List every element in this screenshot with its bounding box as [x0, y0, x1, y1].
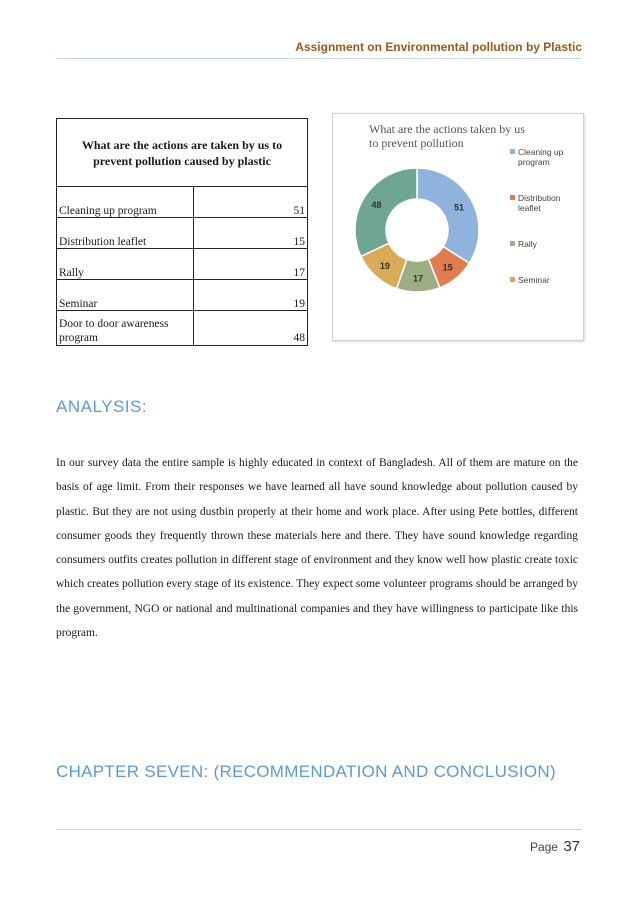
running-header: Assignment on Environmental pollution by Plastic	[295, 40, 582, 54]
row-label: Distribution leaflet	[57, 218, 194, 249]
chart-data-label-0: 51	[454, 202, 465, 213]
header-divider	[56, 58, 582, 59]
page-number-value: 37	[563, 838, 580, 855]
chart-canvas	[333, 114, 583, 340]
legend-swatch-0	[510, 149, 515, 154]
analysis-heading: ANALYSIS:	[56, 397, 148, 416]
legend-label-1: Distribution leaflet	[518, 193, 561, 213]
page-label: Page	[529, 840, 558, 854]
row-label: Cleaning up program	[57, 187, 194, 218]
legend-swatch-2	[510, 241, 515, 246]
legend-swatch-3	[510, 277, 515, 282]
legend-label-0: Cleaning up program	[518, 147, 564, 167]
chart-data-label-2: 17	[412, 273, 424, 284]
row-label: Seminar	[57, 280, 194, 311]
row-value: 19	[194, 280, 308, 311]
row-label: Door to door awareness program	[57, 311, 194, 346]
row-value: 51	[194, 187, 308, 218]
row-value: 48	[194, 311, 308, 346]
chart-slice-4	[355, 168, 417, 256]
table-row	[57, 187, 308, 218]
legend-label-3: Seminar	[518, 275, 550, 285]
doughnut-chart	[332, 113, 584, 341]
row-value: 17	[194, 249, 308, 280]
footer-divider	[56, 829, 582, 830]
survey-table	[56, 118, 308, 346]
chart-data-label-4: 48	[371, 199, 382, 210]
chapter-heading: CHAPTER SEVEN: (RECOMMENDATION AND CONCLUSION)	[56, 762, 556, 781]
analysis-paragraph: In our survey data the entire sample is highly educated in context of Bangladesh. All of them are mature on the basis of age limit. From their responses we have learned all have sound knowledge about pollution caused by plastic. But they are not using dustbin properly at their home and work place. After using Pete bottles, different consumer goods they frequently thrown these materials here and there. They have sound knowledge regarding consumers outfits creates pollution in different stage of environment and they know well how plastic create toxic which creates pollution every stage of its existence. They expect some volunteer programs should be arranged by the government, NGO or national and multinational companies and they have willingness to participate like this program.	[56, 457, 578, 640]
chart-data-label-3: 19	[379, 261, 390, 272]
chart-title: What are the actions taken by us to prevent pollution	[369, 122, 525, 150]
table-row	[57, 311, 308, 346]
table-row	[57, 280, 308, 311]
chart-data-label-1: 15	[442, 262, 453, 273]
table-heading: What are the actions are taken by us to prevent pollution caused by plastic	[57, 119, 308, 187]
page-number	[530, 838, 580, 855]
table-row	[57, 218, 308, 249]
table-row	[57, 249, 308, 280]
legend-swatch-1	[510, 195, 515, 200]
row-label: Rally	[57, 249, 194, 280]
legend-label-2: Rally	[518, 239, 537, 249]
row-value: 15	[194, 218, 308, 249]
